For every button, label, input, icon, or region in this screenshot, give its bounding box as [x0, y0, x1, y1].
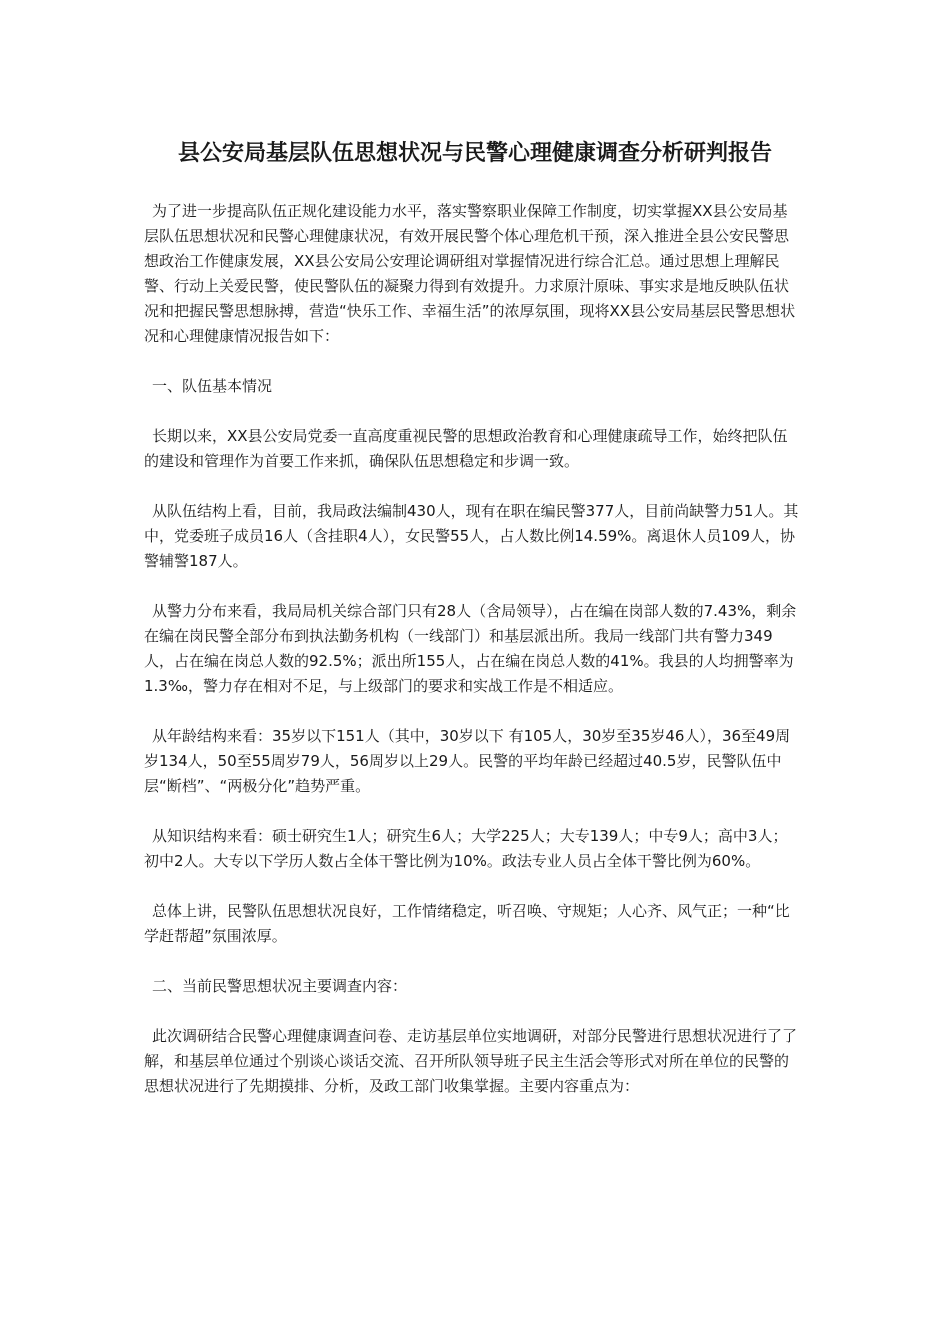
- intro-paragraph: 为了进一步提高队伍正规化建设能力水平，落实警察职业保障工作制度，切实掌握XX县公安局基层队伍思想状况和民警心理健康状况，有效开展民警个体心理危机干预，深入推进全县公安民警思想政治工作健康发展，XX县公安局公安理论调研组对掌握情况进行综合汇总。通过思想上理解民警、行动上关爱民警，使民警队伍的凝聚力得到有效提升。力求原汁原味、事实求是地反映队伍状况和把握民警思想脉搏，营造“快乐工作、幸福生活”的浓厚氛围，现将XX县公安局基层民警思想状况和心理健康情况报告如下：: [144, 202, 796, 345]
- paragraph-age: 从年龄结构来看：35岁以下151人（其中，30岁以下 有105人，30岁至35岁46人），36至49周岁134人，50至55周岁79人，56周岁以上29人。民警的平均年龄已经超过40.5岁，民警队伍中层“断档”、“两极分化”趋势严重。: [144, 727, 791, 795]
- paragraph-structure: 从队伍结构上看，目前，我局政法编制430人，现有在职在编民警377人，目前尚缺警力51人。其中，党委班子成员16人（含挂职4人），女民警55人，占人数比例14.59%。离退休人员109人，协警辅警187人。: [144, 502, 799, 570]
- paragraph-survey: 此次调研结合民警心理健康调查问卷、走访基层单位实地调研，对部分民警进行思想状况进行了了解，和基层单位通过个别谈心谈话交流、召开所队领导班子民主生活会等形式对所在单位的民警的思想状况进行了先期摸排、分析，及政工部门收集掌握。主要内容重点为：: [144, 1027, 798, 1095]
- section-heading-2: 二、当前民警思想状况主要调查内容：: [152, 977, 408, 995]
- paragraph-summary: 总体上讲，民警队伍思想状况良好，工作情绪稳定，听召唤、守规矩；人心齐、风气正；一种“比学赶帮超”氛围浓厚。: [144, 902, 790, 945]
- paragraph-overview: 长期以来，XX县公安局党委一直高度重视民警的思想政治教育和心理健康疏导工作，始终把队伍的建设和管理作为首要工作来抓，确保队伍思想稳定和步调一致。: [144, 427, 788, 470]
- section-heading-1: 一、队伍基本情况: [152, 377, 273, 395]
- document-body: [144, 199, 800, 1124]
- paragraph-education: 从知识结构来看：硕士研究生1人；研究生6人；大学225人；大专139人；中专9人；高中3人；初中2人。大专以下学历人数占全体干警比例为10%。政法专业人员占全体干警比例为60%。: [144, 827, 788, 870]
- paragraph-distribution: 从警力分布来看，我局局机关综合部门只有28人（含局领导），占在编在岗部人数的7.43%，剩余在编在岗民警全部分布到执法勤务机构（一线部门）和基层派出所。我局一线部门共有警力349人，占在编在岗总人数的92.5%；派出所155人，占在编在岗总人数的41%。我县的人均拥警率为1.3‰，警力存在相对不足，与上级部门的要求和实战工作是不相适应。: [144, 602, 797, 695]
- document-title: 县公安局基层队伍思想状况与民警心理健康调查分析研判报告: [177, 140, 772, 166]
